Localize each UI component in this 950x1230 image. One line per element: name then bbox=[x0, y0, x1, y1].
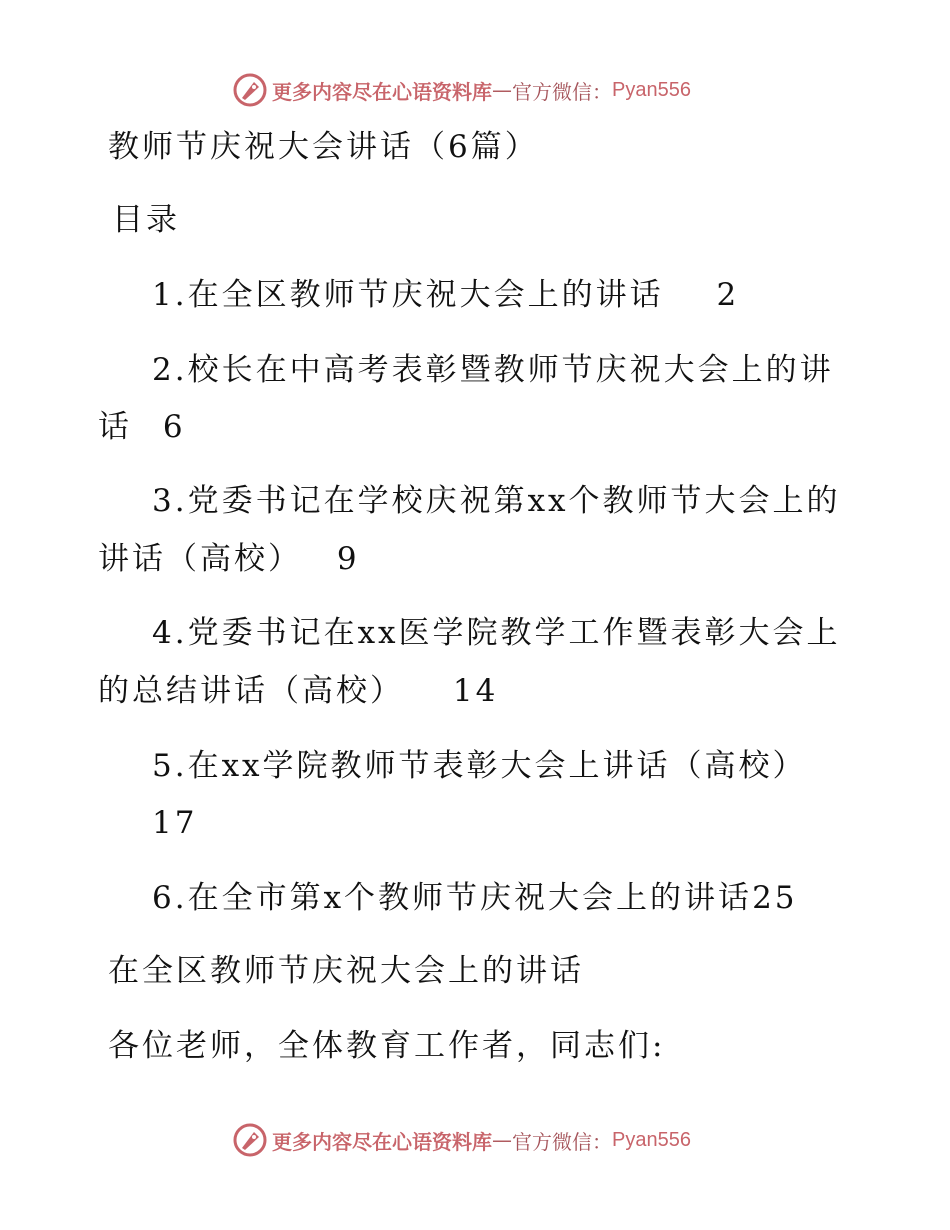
section-title: 在全区教师节庆祝大会上的讲话 bbox=[108, 953, 584, 989]
toc-item-text-cont: 的总结讲话（高校） bbox=[98, 673, 404, 709]
toc-item-4-cont[interactable] bbox=[98, 671, 498, 711]
footer-watermark bbox=[232, 1122, 691, 1158]
toc-item-5-cont[interactable] bbox=[152, 803, 197, 843]
toc-item-page: 25 bbox=[752, 880, 798, 916]
watermark-wechat-label: 官方微信： bbox=[512, 79, 612, 104]
watermark-wechat-label: 官方微信： bbox=[512, 1129, 612, 1154]
toc-item-text: 5.在xx学院教师节表彰大会上讲话（高校） bbox=[152, 748, 807, 784]
toc-item-text: 2.校长在中高考表彰暨教师节庆祝大会上的讲 bbox=[152, 352, 834, 388]
toc-item-text-cont: 话 bbox=[98, 409, 132, 445]
watermark-wechat-id: Pyan556 bbox=[612, 78, 691, 101]
pen-nib-seal-icon bbox=[232, 1122, 268, 1158]
toc-item-page: 2 bbox=[716, 277, 740, 313]
toc-item-2[interactable] bbox=[152, 350, 834, 390]
toc-item-5[interactable] bbox=[152, 746, 807, 786]
toc-item-text: 3.党委书记在学校庆祝第xx个教师节大会上的 bbox=[152, 483, 841, 519]
watermark-text: 更多内容尽在心语资料库 bbox=[272, 79, 492, 104]
toc-heading: 目录 bbox=[112, 202, 180, 238]
pen-nib-seal-icon bbox=[232, 72, 268, 108]
watermark-wechat-id: Pyan556 bbox=[612, 1128, 691, 1151]
toc-item-6[interactable] bbox=[152, 878, 798, 918]
toc-item-page: 6 bbox=[162, 409, 186, 445]
toc-item-text: 6.在全市第x个教师节庆祝大会上的讲话 bbox=[152, 880, 753, 916]
toc-item-page: 14 bbox=[452, 673, 499, 709]
salutation-paragraph: 各位老师，全体教育工作者，同志们: bbox=[108, 1028, 666, 1064]
watermark-separator: — bbox=[492, 1128, 512, 1152]
header-watermark bbox=[232, 72, 691, 108]
document-title: 教师节庆祝大会讲话（6篇） bbox=[108, 129, 539, 165]
toc-item-text: 4.党委书记在xx医学院教学工作暨表彰大会上 bbox=[152, 615, 841, 651]
toc-item-page: 9 bbox=[336, 541, 360, 577]
toc-item-text-cont: 讲话（高校） bbox=[98, 541, 302, 577]
toc-item-text: 1.在全区教师节庆祝大会上的讲话 bbox=[152, 277, 664, 313]
toc-item-page: 17 bbox=[152, 805, 198, 841]
toc-item-3[interactable] bbox=[152, 481, 841, 521]
toc-item-2-cont[interactable] bbox=[98, 407, 186, 447]
toc-item-1[interactable] bbox=[152, 275, 739, 315]
watermark-separator: — bbox=[492, 78, 512, 102]
watermark-text: 更多内容尽在心语资料库 bbox=[272, 1129, 492, 1154]
toc-item-4[interactable] bbox=[152, 613, 841, 653]
toc-item-3-cont[interactable] bbox=[98, 539, 360, 579]
